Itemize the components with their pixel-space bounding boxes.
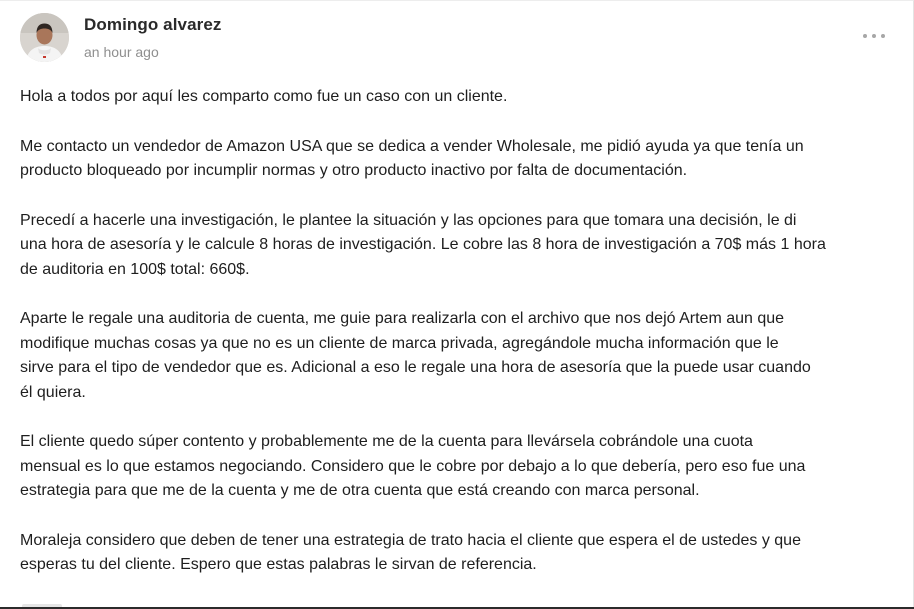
- post-line: producto bloqueado por incumplir normas y otro producto inactivo por falta de documentación.: [20, 162, 688, 179]
- post-line: esperas tu del cliente. Espero que estas palabras le sirvan de referencia.: [20, 556, 537, 573]
- more-horizontal-icon: [863, 34, 867, 38]
- post-paragraph: [20, 85, 890, 110]
- post-paragraph: [20, 529, 890, 578]
- post-line: mensual es lo que estamos negociando. Considero que le cobre por debajo a lo que debería, pero eso fue una: [20, 457, 806, 475]
- post-line: Hola a todos por aquí les comparto como fue un caso con un cliente.: [20, 88, 508, 105]
- author-name[interactable]: Domingo alvarez: [84, 15, 222, 34]
- post-paragraph: [20, 209, 890, 283]
- more-horizontal-icon-dot: [872, 34, 876, 38]
- post-line: Precedí a hacerle una investigación, le plantee la situación y las opciones para que tomara una decisión, le di: [20, 211, 797, 229]
- avatar-photo: [20, 13, 69, 62]
- post-paragraph: [20, 307, 890, 405]
- post-line: sirve para el tipo de vendedor que es. Adicional a eso le regale una hora de asesoría que la puede usar cuando: [20, 359, 811, 376]
- more-horizontal-icon-dot: [881, 34, 885, 38]
- post-line: de auditoria en 100$ total: 660$.: [20, 260, 250, 278]
- more-options-button[interactable]: [863, 27, 885, 45]
- post-line: él quiera.: [20, 383, 86, 401]
- post-line: Moraleja considero que deben de tener una estrategia de trato hacia el cliente que espera el de ustedes y que: [20, 531, 801, 549]
- post-timestamp: an hour ago: [84, 44, 159, 60]
- post-paragraph: [20, 135, 890, 184]
- post-line: una hora de asesoría y le calcule 8 horas de investigación. Le cobre las 8 hora de investigación a 70$ más 1 hora: [20, 236, 826, 253]
- post-line: Aparte le regale una auditoria de cuenta, me guie para realizarla con el archivo que nos dejó Artem aun que: [20, 310, 785, 327]
- author-avatar[interactable]: [20, 13, 69, 62]
- post-line: estrategia para que me de la cuenta y me de otra cuenta que está creando con marca personal.: [20, 482, 700, 499]
- post-line: Me contacto un vendedor de Amazon USA que se dedica a vender Wholesale, me pidió ayuda ya que tenía un: [20, 137, 804, 155]
- post-paragraph: [20, 430, 890, 504]
- post-line: El cliente quedo súper contento y probablemente me de la cuenta para llevársela cobrándole una cuota: [20, 433, 753, 450]
- post-line: modifique muchas cosas ya que no es un cliente de marca privada, agregándole mucha información que le: [20, 334, 779, 352]
- post-body: [20, 85, 890, 578]
